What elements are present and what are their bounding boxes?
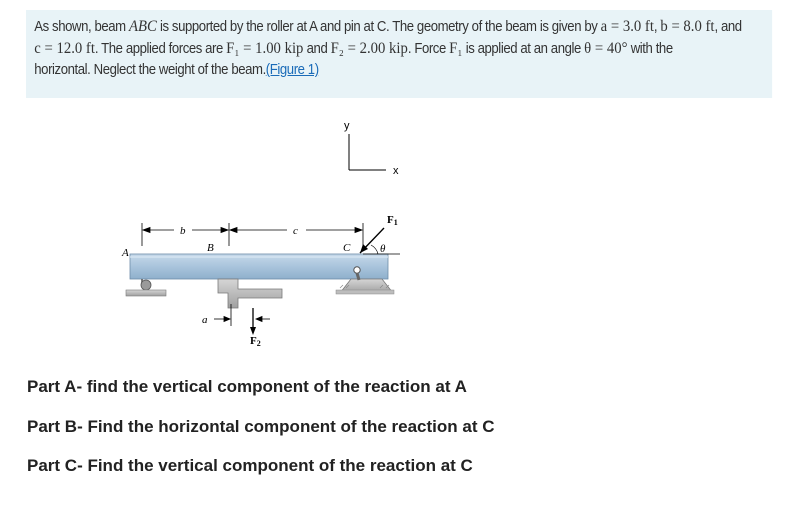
dimension-b-label: b [180, 225, 186, 237]
problem-statement: As shown, beam ABC is supported by the roller at A and pin at C. The geometry of the beam is given by a = 3.0 ft, b = 8.0 ft, and c = 12.0 ft. The applied forces are F₁ = 1.00 kip and F₂ = 2.00 kip. Force F₁ is applied at an angle θ = 40° with the horizontal. Neglect the weight of the beam.(Figure 1) [26, 10, 772, 98]
f2-value: F₂ = 2.00 kip [330, 40, 408, 57]
f1-symbol: F₁ [449, 40, 463, 57]
roller-support-a [126, 279, 166, 296]
force-f1-label: F1 [387, 214, 398, 227]
theta-label: θ [380, 243, 386, 255]
dimension-a-label: a [202, 314, 208, 326]
text-segment: is supported by the roller at A and pin at C. The geometry of the beam is given by [156, 19, 601, 35]
question-part-c: Part C- Find the vertical component of the reaction at C [27, 456, 473, 475]
f1-value: F₁ = 1.00 kip [226, 40, 304, 57]
force-f2-label: F2 [250, 335, 261, 348]
figure-link[interactable]: (Figure 1) [265, 62, 319, 78]
coordinate-axes [349, 134, 386, 170]
c-value: c = 12.0 ft [34, 40, 95, 57]
point-b-label: B [207, 242, 214, 254]
text-segment: As shown, beam [34, 19, 129, 35]
beam-name: ABC [128, 18, 157, 35]
beam [130, 254, 388, 279]
force-f2-arrow [250, 308, 256, 335]
x-axis-label: x [393, 165, 399, 177]
text-segment: , and [714, 19, 742, 35]
dimension-a [214, 304, 270, 326]
text-segment: . The applied forces are [94, 41, 227, 57]
text-segment: horizontal. Neglect the weight of the beam. [34, 62, 266, 78]
load-bracket [218, 279, 282, 308]
theta-value: θ = 40° [584, 40, 628, 57]
question-part-a: Part A- find the vertical component of the reaction at A [27, 377, 467, 396]
text-segment: with the [627, 41, 673, 57]
dimension-c-label: c [293, 225, 298, 237]
text-segment: is applied at an angle [462, 41, 585, 57]
point-a-label: A [122, 247, 129, 259]
a-value: a = 3.0 ft [600, 18, 654, 35]
question-part-b: Part B- Find the horizontal component of the reaction at C [27, 417, 495, 436]
dimension-b [142, 223, 229, 246]
y-axis-label: y [344, 120, 350, 132]
beam-figure [110, 108, 440, 358]
b-value: b = 8.0 ft [660, 18, 715, 35]
text-segment: and [303, 41, 331, 57]
text-segment: . Force [407, 41, 450, 57]
point-c-label: C [343, 242, 351, 254]
